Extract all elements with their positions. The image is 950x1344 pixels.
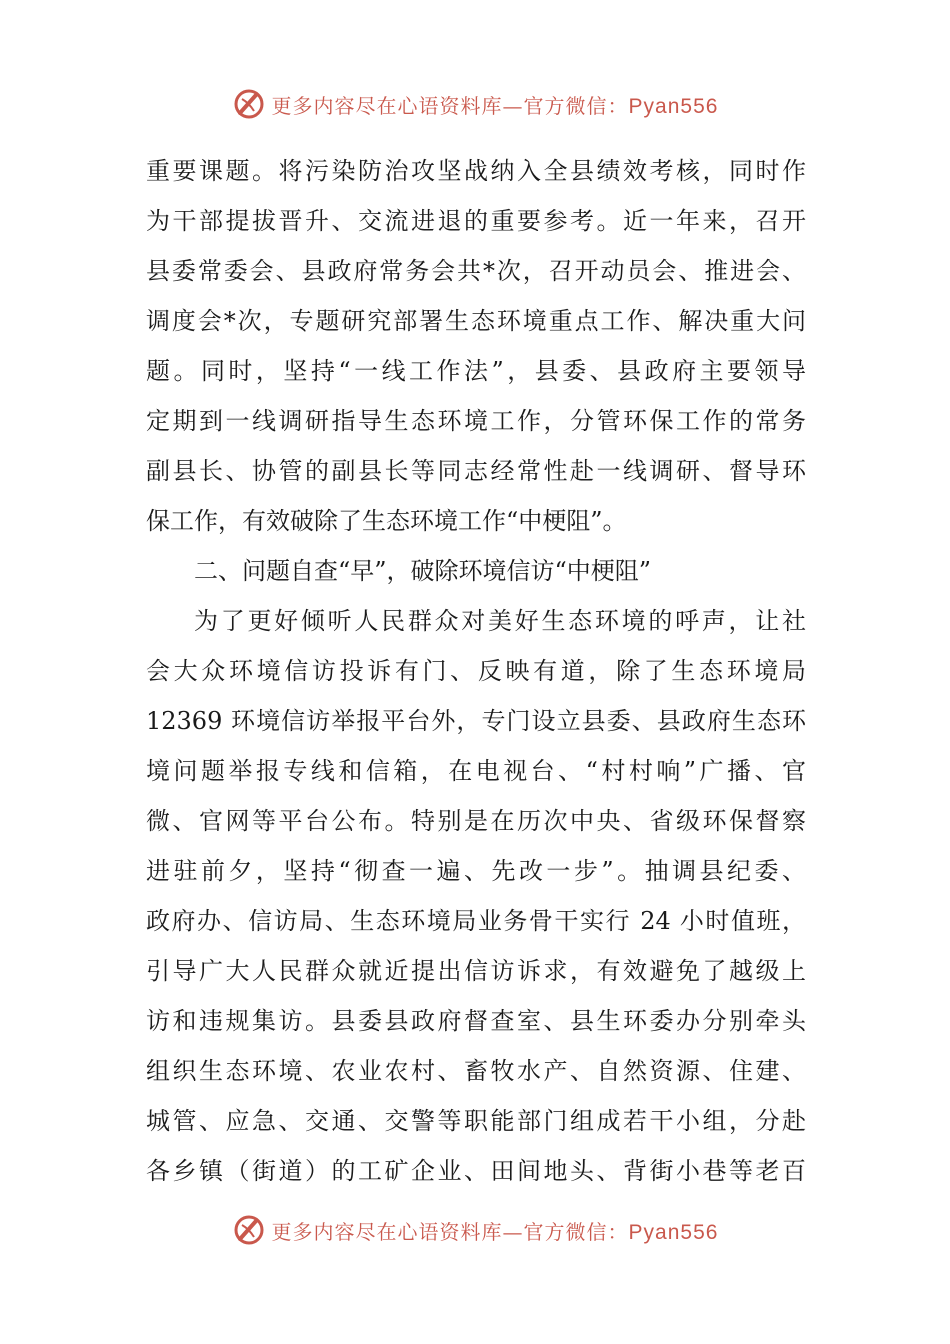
text-line: 访和违规集访。县委县政府督查室、县生环委办分别牵头 [146, 1007, 806, 1035]
text-line: 微、官网等平台公布。特别是在历次中央、省级环保督察 [146, 807, 806, 835]
text-line: 组织生态环境、农业农村、畜牧水产、自然资源、住建、 [146, 1057, 806, 1085]
text-line: 县委常委会、县政府常务会共*次，召开动员会、推进会、 [146, 257, 806, 285]
brush-seal-icon [232, 87, 266, 121]
document-body [146, 146, 806, 1196]
text-line: 政府办、信访局、生态环境局业务骨干实行 24 小时值班， [146, 907, 806, 935]
text-line: 会大众环境信访投诉有门、反映有道，除了生态环境局 [146, 657, 806, 685]
section-heading: 二、问题自查“早”，破除环境信访“中梗阻” [194, 557, 652, 585]
text-line: 定期到一线调研指导生态环境工作，分管环保工作的常务 [146, 407, 806, 435]
watermark-text: 更多内容尽在心语资料库—官方微信：Pyan556 [271, 93, 719, 118]
brush-seal-icon [232, 1213, 266, 1247]
text-line: 保工作，有效破除了生态环境工作“中梗阻”。 [146, 507, 627, 535]
text-line: 调度会*次，专题研究部署生态环境重点工作、解决重大问 [146, 307, 806, 335]
text-line: 为干部提拔晋升、交流进退的重要参考。近一年来，召开 [146, 207, 806, 235]
text-line: 引导广大人民群众就近提出信访诉求，有效避免了越级上 [146, 957, 806, 985]
text-line: 境问题举报专线和信箱，在电视台、“村村响”广播、官 [146, 757, 806, 785]
text-line: 副县长、协管的副县长等同志经常性赴一线调研、督导环 [146, 457, 806, 485]
watermark-banner-top [0, 84, 950, 124]
text-line: 城管、应急、交通、交警等职能部门组成若干小组，分赴 [146, 1107, 806, 1135]
text-line: 为了更好倾听人民群众对美好生态环境的呼声，让社 [194, 607, 806, 635]
text-line: 进驻前夕，坚持“彻查一遍、先改一步”。抽调县纪委、 [146, 857, 806, 885]
watermark-banner-bottom [0, 1210, 950, 1250]
text-line: 12369 环境信访举报平台外，专门设立县委、县政府生态环 [146, 707, 806, 735]
watermark-text: 更多内容尽在心语资料库—官方微信：Pyan556 [271, 1219, 719, 1244]
text-line: 重要课题。将污染防治攻坚战纳入全县绩效考核，同时作 [146, 157, 806, 185]
text-line: 各乡镇（街道）的工矿企业、田间地头、背街小巷等老百 [146, 1157, 806, 1185]
text-line: 题。同时，坚持“一线工作法”，县委、县政府主要领导 [146, 357, 806, 385]
